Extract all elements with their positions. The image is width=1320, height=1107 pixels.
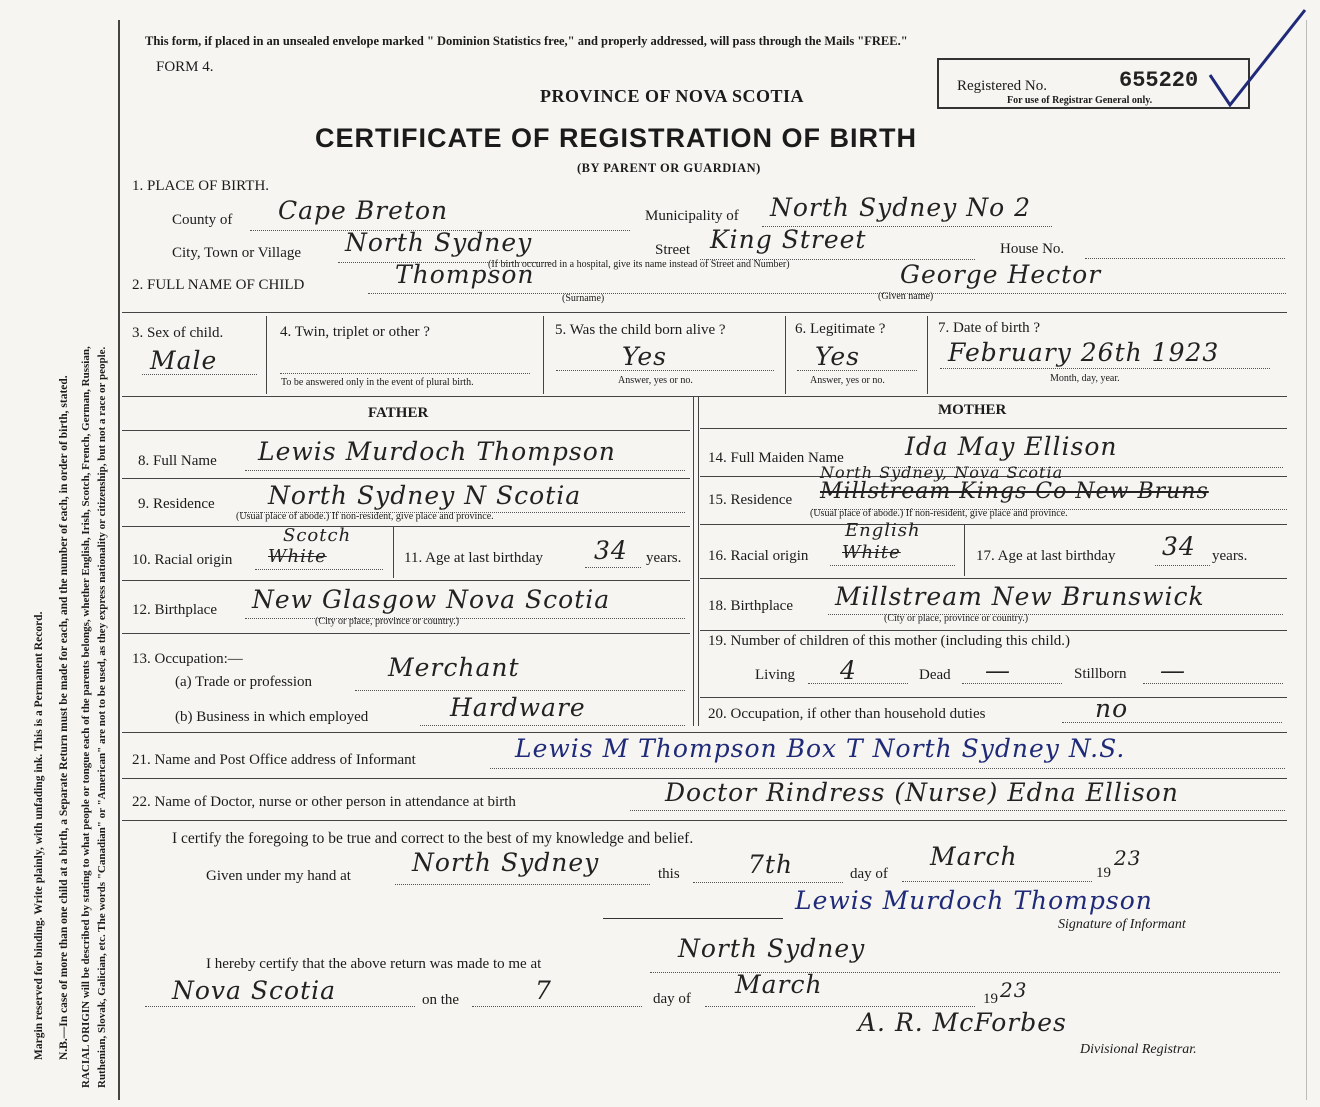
- stillborn-label: Stillborn: [1074, 666, 1127, 682]
- father-age-value: 34: [594, 536, 628, 565]
- mother-residence-caption: (Usual place of abode.) If non-resident, give place and province.: [810, 508, 1068, 519]
- father-residence-label: 9. Residence: [138, 496, 215, 512]
- this-label: this: [658, 866, 680, 882]
- father-residence-caption: (Usual place of abode.) If non-resident, give place and province.: [236, 511, 494, 522]
- registrar-caption: Divisional Registrar.: [1080, 1042, 1197, 1057]
- given-caption: (Given name): [878, 291, 934, 302]
- dead-value: —: [985, 656, 1011, 685]
- informant-label: 21. Name and Post Office address of Informant: [132, 752, 416, 768]
- margin-note-binding: Margin reserved for binding. Write plainly, with unfading ink. This is a Permanent Record.: [33, 611, 45, 1060]
- child-given-value: George Hector: [900, 260, 1102, 289]
- father-name-label: 8. Full Name: [138, 453, 217, 469]
- alive-label: 5. Was the child born alive ?: [555, 322, 726, 338]
- cert-month-value: March: [930, 842, 1018, 871]
- children-label: 19. Number of children of this mother (including this child.): [708, 633, 1071, 649]
- registrar-signature: A. R. McForbes: [858, 1008, 1067, 1037]
- father-trade-label: (a) Trade or profession: [175, 674, 313, 690]
- registrar-month-value: March: [735, 970, 823, 999]
- mother-birthplace-value: Millstream New Brunswick: [835, 582, 1205, 611]
- doctor-label: 22. Name of Doctor, nurse or other person in attendance at birth: [132, 794, 516, 810]
- registrar-day-of-label: day of: [653, 991, 691, 1007]
- mother-race-label: 16. Racial origin: [708, 548, 809, 564]
- certification-statement: I certify the foregoing to be true and correct to the best of my knowledge and belief.: [172, 830, 694, 847]
- father-age-unit: years.: [646, 550, 682, 566]
- child-surname-value: Thompson: [395, 260, 535, 289]
- certificate-subtitle: (BY PARENT OR GUARDIAN): [577, 161, 761, 175]
- dob-label: 7. Date of birth ?: [938, 320, 1041, 336]
- city-label: City, Town or Village: [172, 245, 302, 261]
- form-right-border: [1306, 20, 1307, 1100]
- legitimate-caption: Answer, yes or no.: [810, 375, 885, 386]
- alive-value: Yes: [622, 342, 667, 371]
- margin-notes: [0, 0, 110, 1107]
- mother-age-value: 34: [1162, 532, 1196, 561]
- mother-heading: MOTHER: [938, 402, 1007, 418]
- father-age-label: 11. Age at last birthday: [404, 550, 543, 566]
- legitimate-label: 6. Legitimate ?: [795, 321, 886, 337]
- legitimate-value: Yes: [815, 342, 860, 371]
- form-number: FORM 4.: [156, 59, 214, 75]
- mother-occupation-label: 20. Occupation, if other than household duties: [708, 706, 986, 722]
- mother-age-label: 17. Age at last birthday: [976, 548, 1116, 564]
- mother-age-unit: years.: [1212, 548, 1248, 564]
- doctor-value: Doctor Rindress (Nurse) Edna Ellison: [665, 778, 1179, 807]
- child-name-label: 2. FULL NAME OF CHILD: [132, 277, 305, 293]
- registrar-year-value: 23: [1000, 978, 1028, 1002]
- signature-caption: Signature of Informant: [1058, 917, 1186, 932]
- father-residence-value: North Sydney N Scotia: [268, 481, 582, 510]
- given-at-label: Given under my hand at: [206, 868, 351, 884]
- mother-residence-value: North Sydney, Nova Scotia: [820, 463, 1064, 482]
- mother-residence-label: 15. Residence: [708, 492, 793, 508]
- given-at-value: North Sydney: [412, 848, 600, 877]
- father-name-value: Lewis Murdoch Thompson: [258, 437, 616, 466]
- municipality-value: North Sydney No 2: [770, 193, 1031, 222]
- registrar-use-note: For use of Registrar General only.: [1007, 95, 1153, 106]
- street-value: King Street: [710, 225, 867, 254]
- father-birthplace-label: 12. Birthplace: [132, 602, 217, 618]
- mother-birthplace-label: 18. Birthplace: [708, 598, 793, 614]
- sex-value: Male: [150, 346, 218, 375]
- mother-name-value: Ida May Ellison: [905, 432, 1118, 461]
- city-value: North Sydney: [345, 228, 533, 257]
- cert-year-value: 23: [1114, 846, 1142, 870]
- father-occupation-label: 13. Occupation:—: [132, 651, 243, 667]
- registrar-on-the-label: on the: [422, 992, 460, 1008]
- registrar-statement: I hereby certify that the above return was made to me at: [206, 956, 542, 972]
- father-heading: FATHER: [368, 405, 429, 421]
- province-heading: PROVINCE OF NOVA SCOTIA: [540, 86, 805, 106]
- county-label: County of: [172, 212, 233, 228]
- cert-day-of-label: day of: [850, 866, 888, 882]
- alive-caption: Answer, yes or no.: [618, 375, 693, 386]
- dob-caption: Month, day, year.: [1050, 373, 1120, 384]
- father-business-label: (b) Business in which employed: [175, 709, 369, 725]
- checkmark-icon: [1205, 5, 1315, 115]
- place-of-birth-label: 1. PLACE OF BIRTH.: [132, 178, 270, 194]
- margin-note-multiple-births: N.B.—In case of more than one child at a birth, a Separate Return must be made for each, and the number of each, in order of birth, stated.: [58, 375, 70, 1060]
- cert-day-value: 7th: [748, 850, 794, 879]
- margin-note-racial-origin-1: RACIAL ORIGIN will be described by stating to what people or tongue each of the parents belongs, whether English, Irish, Scotch, French, German, Russian,: [80, 346, 92, 1088]
- registrar-year-prefix: 19: [983, 991, 998, 1007]
- registrar-place-value: North Sydney: [678, 934, 866, 963]
- mother-birthplace-caption: (City or place, province or country.): [884, 613, 1029, 624]
- father-race-value: Scotch: [283, 525, 352, 546]
- registered-number-box: [937, 58, 1250, 109]
- mother-race-value: English: [845, 520, 921, 541]
- mother-occupation-value: no: [1095, 694, 1129, 723]
- registrar-day-value: 7: [535, 976, 552, 1005]
- county-value: Cape Breton: [278, 196, 449, 225]
- house-label: House No.: [1000, 241, 1065, 257]
- mother-residence-struck: Millstream Kings Co New Bruns: [820, 479, 1209, 504]
- living-label: Living: [755, 667, 795, 683]
- father-business-value: Hardware: [450, 693, 586, 722]
- postal-note: This form, if placed in an unsealed envelope marked " Dominion Statistics free," and properly addressed, will pass through the Mails "FREE.": [145, 34, 908, 48]
- twin-label: 4. Twin, triplet or other ?: [280, 324, 430, 340]
- father-race-struck: White: [268, 546, 327, 567]
- cert-year-prefix: 19: [1096, 865, 1111, 881]
- informant-signature: Lewis Murdoch Thompson: [795, 886, 1153, 915]
- municipality-label: Municipality of: [645, 208, 739, 224]
- registered-value: 655220: [1119, 68, 1199, 93]
- mother-name-label: 14. Full Maiden Name: [708, 450, 844, 466]
- living-value: 4: [840, 656, 857, 685]
- dob-value: February 26th 1923: [948, 338, 1220, 367]
- certificate-title: CERTIFICATE OF REGISTRATION OF BIRTH: [315, 123, 917, 153]
- dead-label: Dead: [919, 667, 951, 683]
- registered-label: Registered No.: [957, 78, 1047, 94]
- father-trade-value: Merchant: [388, 653, 520, 682]
- mother-race-struck: White: [842, 542, 901, 563]
- informant-value: Lewis M Thompson Box T North Sydney N.S.: [515, 734, 1126, 763]
- father-race-label: 10. Racial origin: [132, 552, 233, 568]
- form-left-border: [118, 20, 120, 1100]
- hospital-note: (If birth occurred in a hospital, give its name instead of Street and Number): [488, 259, 790, 270]
- sex-label: 3. Sex of child.: [132, 325, 224, 341]
- father-birthplace-value: New Glasgow Nova Scotia: [252, 585, 611, 614]
- surname-caption: (Surname): [562, 293, 605, 304]
- father-birthplace-caption: (City or place, province or country.): [315, 616, 460, 627]
- registrar-province-value: Nova Scotia: [172, 976, 337, 1005]
- stillborn-value: —: [1160, 656, 1186, 685]
- street-label: Street: [655, 242, 690, 258]
- margin-note-racial-origin-2: Ruthenian, Slovak, Galician, etc. The words "Canadian" or "American" are not to be used, as they express nationality or citizenship, but not a race or people.: [96, 346, 108, 1088]
- twin-note: To be answered only in the event of plural birth.: [281, 377, 474, 388]
